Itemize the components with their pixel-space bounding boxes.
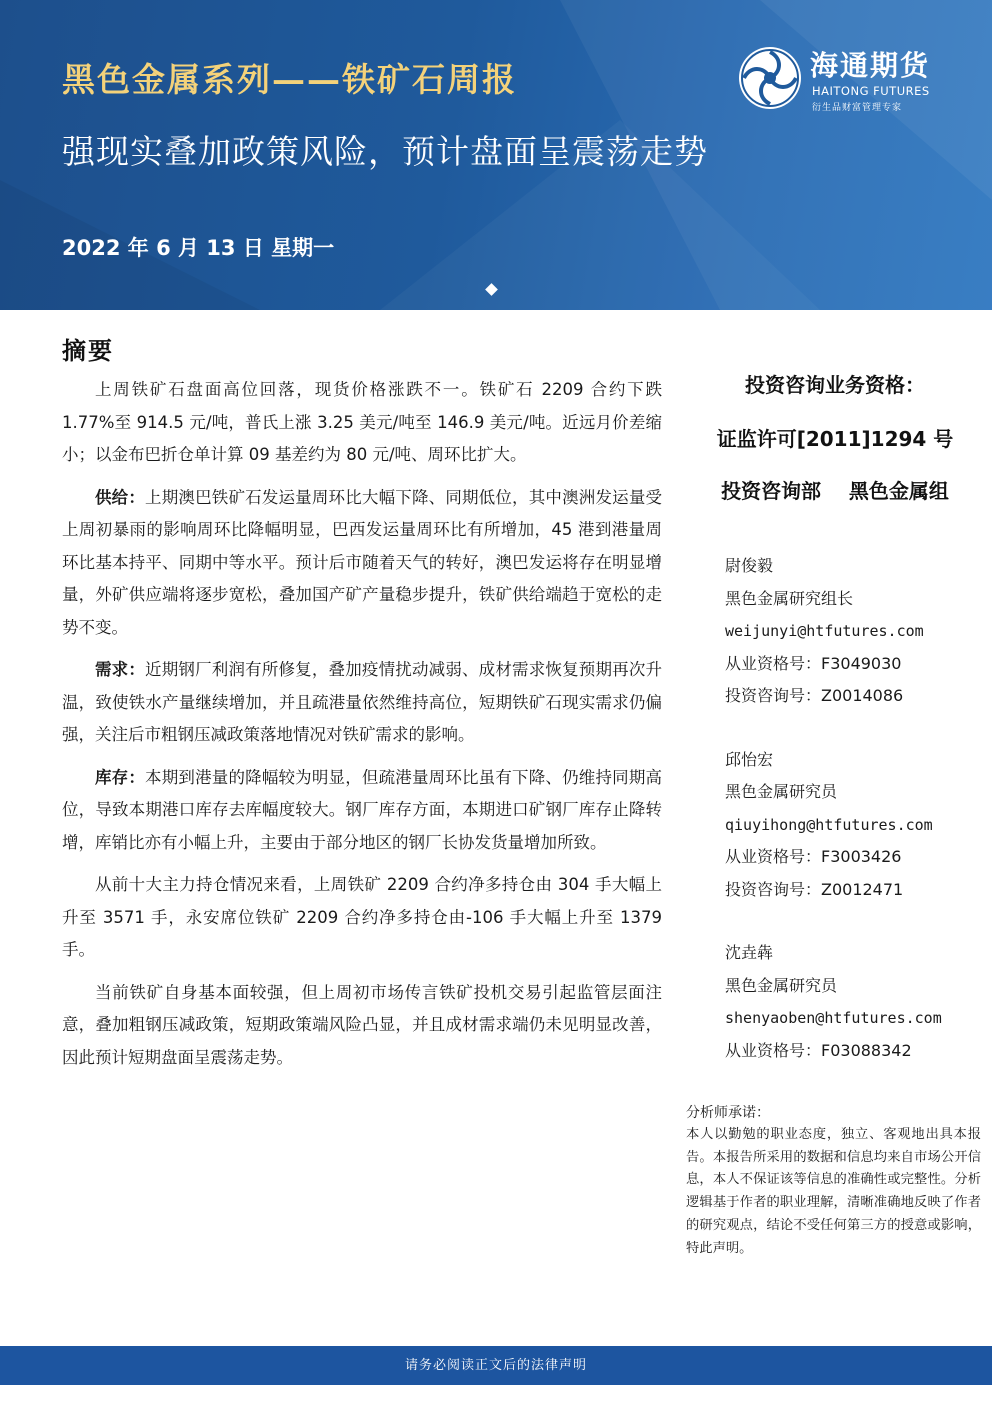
inventory-label: 库存： bbox=[95, 767, 146, 787]
demand-label: 需求： bbox=[95, 660, 146, 679]
license-number: 证监许可[2011]1294 号 bbox=[716, 427, 954, 451]
logo-chinese-name: 海通期货 bbox=[810, 49, 931, 82]
qualification-title: 投资咨询业务资格： bbox=[745, 373, 925, 397]
pledge-text: 本人以勤勉的职业态度，独立、客观地出具本报告。本报告所采用的数据和信息均来自市场公开信息，本人不保证该等信息的准确性或完整性。分析逻辑基于作者的职业理解，清晰准确地反映了作者的研究观点，结论不受任何第三方的授意或影响，特此声明。 bbox=[686, 1127, 981, 1256]
analyst-cert-number: 从业资格号：F3003426 bbox=[725, 847, 902, 866]
summary-body bbox=[62, 374, 662, 1084]
department: 投资咨询部 黑色金属组 bbox=[721, 479, 949, 503]
analyst-email: qiuyihong@htfutures.com bbox=[725, 815, 933, 834]
positions-paragraph: 从前十大主力持仓情况来看，上周铁矿 2209 合约净多持仓由 304 手大幅上升至 3571 手，永安席位铁矿 2209 合约净多持仓由-106 手大幅上升至 1379 手。 bbox=[62, 875, 662, 959]
analyst-name: 沈垚犇 bbox=[725, 943, 774, 962]
analyst-cert-number: 从业资格号：F3049030 bbox=[725, 653, 902, 673]
analyst-list bbox=[725, 550, 985, 1098]
analyst-name: 邱怡宏 bbox=[725, 749, 774, 769]
analyst-card bbox=[725, 744, 985, 907]
outlook-paragraph: 当前铁矿自身基本面较强，但上周初市场传言铁矿投机交易引起监管层面注意，叠加粗钢压减政策，短期政策端风险凸显，并且成材需求端仍未见明显改善，因此预计短期盘面呈震荡走势。 bbox=[62, 982, 662, 1067]
pledge-title: 分析师承诺： bbox=[686, 1105, 770, 1121]
demand-paragraph: 需求：近期钢厂利润有所修复，叠加疫情扰动减弱、成材需求恢复预期再次升温，致使铁水产量继续增加，并且疏港量依然维持高位，短期铁矿石现实需求仍偏强，关注后市粗钢压减政策落地情况对铁矿需求的影响。 bbox=[62, 660, 663, 744]
header-banner bbox=[0, 0, 992, 310]
analyst-role: 黑色金属研究组长 bbox=[725, 588, 854, 608]
analyst-advisory-number: 投资咨询号：Z0014086 bbox=[725, 686, 904, 705]
analyst-role: 黑色金属研究员 bbox=[725, 975, 838, 995]
analyst-name: 尉俊毅 bbox=[725, 556, 774, 575]
analyst-advisory-number: 投资咨询号：Z0012471 bbox=[725, 879, 904, 899]
analyst-pledge bbox=[686, 1102, 981, 1260]
analyst-card bbox=[725, 550, 985, 713]
inventory-paragraph: 库存：本期到港量的降幅较为明显，但疏港量周环比虽有下降、仍维持同期高位，导致本期港口库存去库幅度较大。钢厂库存方面，本期进口矿钢厂库存止降转增，库销比亦有小幅上升，主要由于部分地区的钢厂长协发货量增加所致。 bbox=[62, 767, 663, 852]
report-title: 强现实叠加政策风险，预计盘面呈震荡走势 bbox=[62, 132, 708, 171]
haitong-logo-mark-icon bbox=[736, 44, 804, 112]
logo-slogan: 衍生品财富管理专家 bbox=[812, 103, 903, 113]
analyst-card bbox=[725, 937, 985, 1067]
report-date: 2022 年 6 月 13 日 星期一 bbox=[62, 236, 335, 260]
analyst-email: weijunyi@htfutures.com bbox=[725, 622, 924, 640]
analyst-email: shenyaoben@htfutures.com bbox=[725, 1009, 942, 1027]
footer-disclaimer: 请务必阅读正文后的法律声明 bbox=[0, 1346, 992, 1385]
analyst-cert-number: 从业资格号：F03088342 bbox=[725, 1040, 912, 1060]
supply-paragraph: 供给：上期澳巴铁矿石发运量周环比大幅下降、同期低位，其中澳洲发运量受上周初暴雨的影响周环比降幅明显，巴西发运量周环比有所增加，45 港到港量周环比基本持平、同期中等水平。预计后市随着天气的转好，澳巴发运将存在明显增量，外矿供应端将逐步宽松，叠加国产矿产量稳步提升，铁矿供给端趋于宽松的走势不变。 bbox=[62, 487, 663, 637]
logo-english-name: HAITONG FUTURES bbox=[812, 84, 930, 98]
supply-label: 供给： bbox=[95, 487, 146, 507]
series-title: 黑色金属系列——铁矿石周报 bbox=[62, 60, 517, 99]
haitong-logo bbox=[732, 40, 972, 120]
analyst-role: 黑色金属研究员 bbox=[725, 782, 838, 801]
summary-paragraph: 上周铁矿石盘面高位回落，现货价格涨跌不一。铁矿石 2209 合约下跌 1.77%至 914.5 元/吨，普氏上涨 3.25 美元/吨至 146.9 美元/吨。近远月价差缩小；以金布巴折仓单计算 09 基差约为 80 元/吨、周环比扩大。 bbox=[62, 380, 662, 464]
summary-heading: 摘要 bbox=[62, 337, 114, 365]
